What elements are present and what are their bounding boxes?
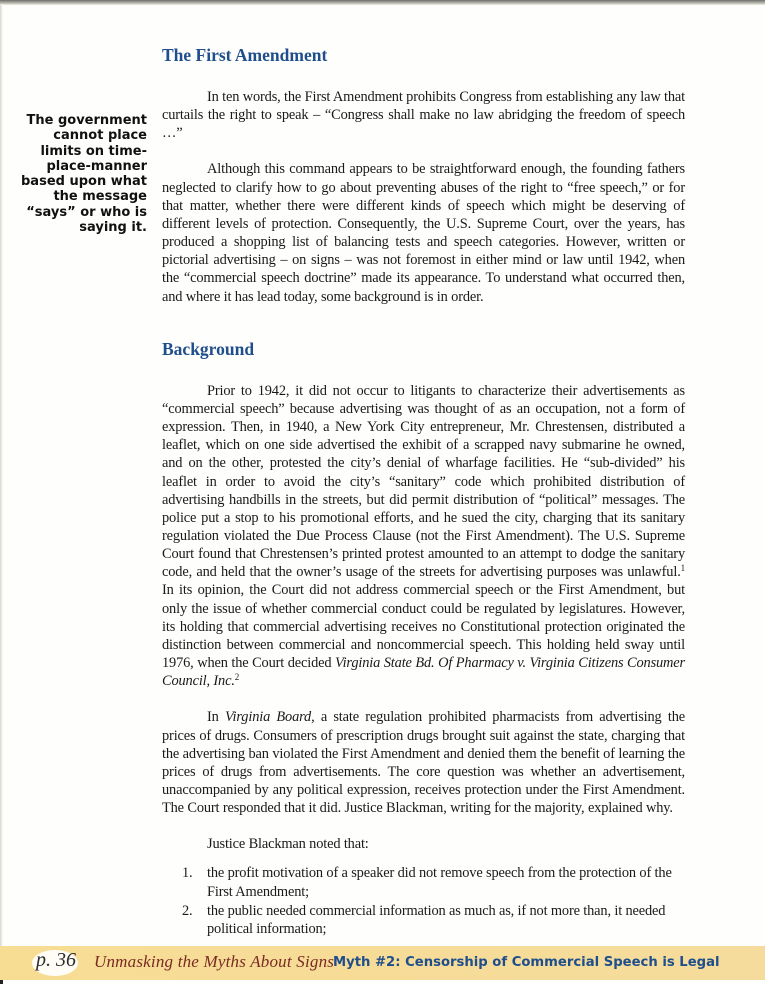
footnote-ref-1[interactable]: 1: [680, 563, 685, 574]
book-title: Unmasking the Myths About Signs: [94, 952, 335, 971]
scan-left-edge: [0, 4, 3, 984]
list-item: [162, 864, 685, 900]
main-content: [162, 44, 685, 939]
spacer: [162, 690, 685, 708]
heading-background: Background: [162, 338, 255, 359]
paragraph-text: In its opinion, the Court did not address commercial speech or the First Amendment, but only the issue of whether commercial conduct could be regulated by legislatures. However, its holding that commercial advertising receives no Constitutional protection originated the distinction between commercial and noncommercial speech. This holding held sway until 1976, when the Court decided: [162, 582, 685, 672]
paragraph-text: , a state regulation prohibited pharmacists from advertising the prices of drugs. Consumers of prescription drugs brought suit against the state, charging that the advertising ban violated the First Amendment and denied them the benefit of learning the prices of drugs from advertisements. The core question was whether an advertisement, unaccompanied by any political expression, receives protection under the First Amendment. The Court responded that it did. Justice Blackman, writing for the majority, explained why.: [162, 709, 685, 817]
footnote-ref-2[interactable]: 2: [234, 672, 240, 683]
holdings-list: [162, 864, 685, 938]
paragraph-background-2: [162, 708, 685, 817]
list-item: [162, 902, 685, 938]
scan-top-edge: [0, 0, 765, 5]
page-number: p. 36: [36, 949, 76, 971]
paragraph-text: In: [207, 709, 225, 726]
sidebar-pull-quote: The government cannot place limits on time-place-manner based upon what the message “says” or who is saying it.: [21, 113, 147, 236]
paragraph-text: Prior to 1942, it did not occur to litigants to characterize their advertisements as “commercial speech” because advertising was thought of as an occupation, not a form of expression. Then, in 1940, a New York City entrepreneur, Mr. Chrestensen, distributed a leaflet, which on one side advertised the exhibit of a scrapped navy submarine he owned, and on the other, protested the city’s denial of wharfage facilities. He “sub-divided” his leaflet in order to avoid the city’s “sanitary” code which prohibited distribution of advertising handbills in the streets, but did permit distribution of “political” messages. The police put a stop to his promotional efforts, and he sued the city, charging that its sanitary regulation violated the Due Process Clause (not the First Amendment). The U.S. Supreme Court found that Chrestensen’s printed protest amounted to an attempt to dodge the sanitary code, and held that the owner’s usage of the streets for advertising purposes was unlawful.: [162, 382, 685, 581]
spacer: [162, 142, 685, 160]
spacer: [162, 853, 685, 864]
list-number: 1.: [182, 865, 193, 882]
heading-first-amendment: The First Amendment: [162, 45, 328, 65]
paragraph-background-3: Justice Blackman noted that:: [207, 836, 369, 853]
paragraph-first-amendment-1: In ten words, the First Amendment prohibits Congress from establishing any law that curtails the right to speak – “Congress shall make no law abridging the freedom of speech …”: [162, 89, 685, 142]
page-footer: [0, 946, 765, 980]
paragraph-first-amendment-2: Although this command appears to be straightforward enough, the founding fathers neglected to clarify how to go about preventing abuses of the right to “free speech,” or for that matter, whether there were different kinds of speech which might be deserving of different levels of protection. Consequently, the U.S. Supreme Court, over the years, has produced a shopping list of balancing tests and speech categories. However, written or pictorial advertising – on signs – was not foremost in either mind or law until 1942, when the “commercial speech doctrine” made its appearance. To understand what occurred then, and where it has lead today, some background is in order.: [162, 161, 685, 305]
chapter-title: Myth #2: Censorship of Commercial Speech is Legal: [333, 955, 720, 970]
case-short-name: Virginia Board: [224, 709, 312, 726]
list-text: the public needed commercial information as much as, if not more than, it needed political information;: [207, 902, 666, 937]
spacer: [162, 306, 685, 338]
spacer: [162, 817, 685, 835]
spacer: [162, 66, 685, 88]
list-number: 2.: [182, 902, 193, 919]
case-citation: Virginia State Bd. Of Pharmacy v. Virginia Citizens Consumer Council, Inc.: [162, 655, 685, 690]
list-text: the profit motivation of a speaker did not remove speech from the protection of the First Amendment;: [207, 865, 672, 900]
spacer: [162, 360, 685, 382]
scan-mark: [0, 980, 3, 984]
paragraph-background-1: [162, 382, 685, 691]
